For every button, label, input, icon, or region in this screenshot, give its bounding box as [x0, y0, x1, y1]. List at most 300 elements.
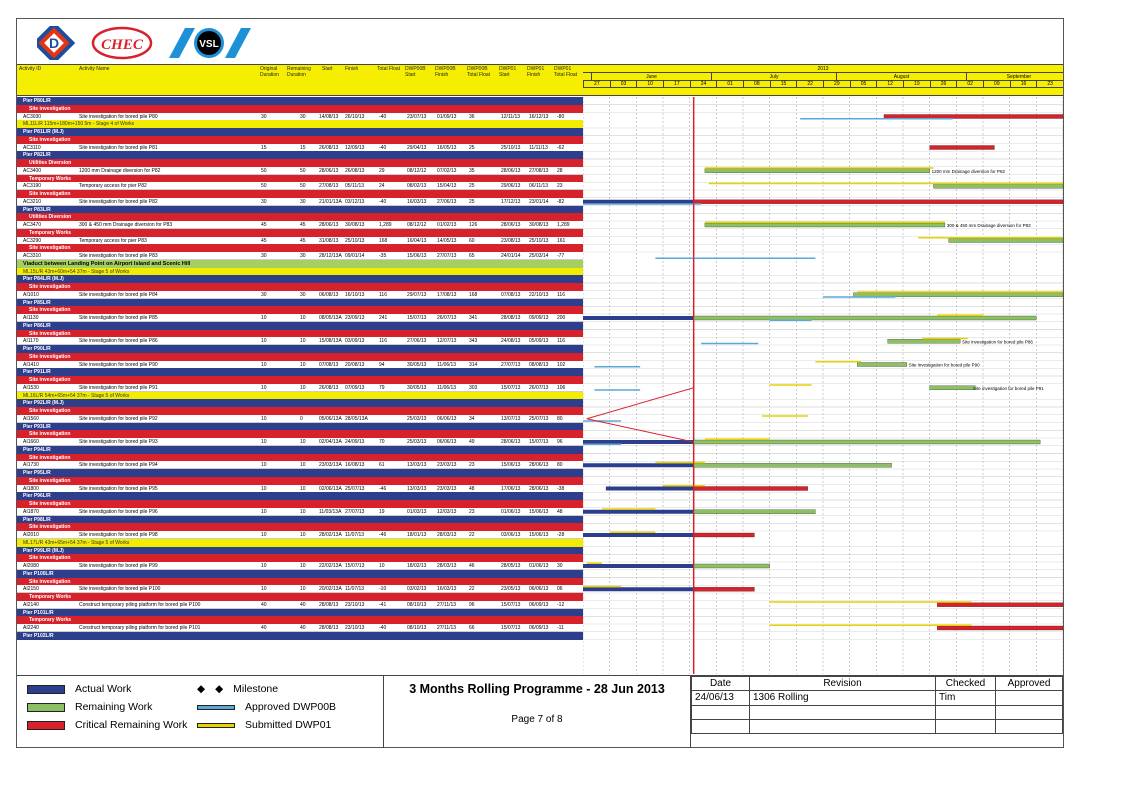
logo-bar	[37, 23, 251, 63]
cell-bs: 29/07/13	[407, 291, 427, 298]
remaining-bar	[705, 223, 945, 227]
cell-od: 10	[261, 338, 267, 345]
cell-rd: 50	[300, 183, 306, 190]
cell-dtf: 48	[557, 508, 563, 515]
cell-od: 40	[261, 601, 267, 608]
cell-n: Temporary access for pier P83	[79, 237, 147, 244]
cell-rd: 15	[300, 144, 306, 151]
cell-bs: 16/03/13	[407, 198, 427, 205]
col-activity-name: Activity Name	[79, 66, 110, 72]
group-label: Site investigation	[29, 284, 71, 290]
cell-dtf: -12	[557, 601, 565, 608]
cell-dtf: 1,289	[557, 222, 570, 228]
cell-ds: 15/07/13	[501, 384, 521, 391]
group-label: Site investigation	[29, 353, 71, 360]
group-label: ML17L/R 43m+65m+54 37m - Stage 5 of Works	[23, 539, 130, 546]
cell-df: 08/08/13	[529, 361, 549, 368]
cell-bf: 14/05/13	[437, 237, 457, 244]
svg-text:VSL: VSL	[199, 39, 219, 50]
group-label: Pier P94L/R	[23, 446, 51, 453]
dwp01-bar	[770, 384, 812, 386]
cell-f: 07/09/13	[345, 384, 365, 391]
cell-f: 26/08/13	[345, 167, 365, 174]
cell-btf: 48	[469, 485, 475, 492]
cell-btf: 126	[469, 222, 478, 228]
cell-bs: 27/06/13	[407, 338, 427, 345]
cell-od: 50	[261, 183, 267, 190]
cell-n: Site investigation for bored pile P100	[79, 586, 161, 593]
cell-ds: 13/07/13	[501, 415, 521, 422]
d-logo	[37, 26, 77, 60]
legend-actual: Actual Work	[27, 683, 131, 695]
actual-bar	[583, 564, 694, 568]
actual-bar	[583, 200, 694, 204]
timeline-month: June	[591, 73, 711, 81]
cell-ds: 28/06/13	[501, 222, 521, 228]
timeline-week: 16	[1010, 81, 1037, 88]
cell-s: 06/08/13	[319, 291, 339, 298]
cell-bf: 07/02/13	[437, 167, 457, 174]
dwp00b-bar	[770, 320, 812, 322]
cell-rd: 40	[300, 601, 306, 608]
chec-logo	[91, 26, 153, 60]
cell-f: 16/10/13	[345, 291, 365, 298]
timeline-week: 02	[956, 81, 983, 88]
cell-tf: 19	[379, 508, 385, 515]
milestone-icon: ◆	[215, 683, 224, 695]
progress-line	[587, 117, 694, 629]
group-label: Viaduct between Landing Point on Airport Island and Scenic Hill	[23, 260, 191, 267]
timeline-week: 23	[1036, 81, 1063, 88]
cell-df: 23/01/14	[529, 198, 549, 205]
vsl-logo	[167, 26, 251, 60]
cell-btf: 343	[469, 338, 478, 345]
cell-bf: 23/03/13	[437, 485, 457, 492]
group-label: ML15L/R 43m+60m+54 37m - Stage 5 of Works	[23, 268, 130, 275]
cell-btf: 35	[469, 167, 475, 174]
col-activity-id: Activity ID	[19, 66, 42, 72]
cell-od: 10	[261, 532, 267, 538]
cell-bf: 06/06/13	[437, 439, 457, 445]
cell-dtf: -28	[557, 532, 565, 538]
group-label: Pier P91L/R	[23, 369, 51, 376]
group-label: Site investigation	[29, 477, 71, 484]
group-label: Site investigation	[29, 501, 71, 507]
dwp00b-bar	[800, 118, 952, 120]
dwp01-bar	[922, 338, 968, 340]
cell-ds: 28/06/13	[501, 439, 521, 445]
dwp01-bar	[770, 625, 972, 627]
group-label: Pier P82L/R	[23, 152, 51, 159]
remaining-bar	[705, 169, 930, 173]
cell-rd: 10	[300, 384, 306, 391]
cell-id: AI2150	[23, 586, 39, 593]
remaining-bar	[694, 533, 755, 537]
cell-n: Site investigation for bored pile P82	[79, 198, 158, 205]
dwp01-bar	[610, 532, 656, 534]
cell-bf: 28/03/13	[437, 563, 457, 569]
group-label: Pier P99L/R (M.J)	[23, 547, 64, 554]
cell-f: 11/07/13	[345, 586, 365, 593]
dwp01-bar	[857, 291, 1063, 293]
cell-n: Construct temporary piling platform for bored pile P100	[79, 601, 201, 608]
cell-df: 25/03/14	[529, 253, 549, 259]
cell-btf: 66	[469, 625, 475, 631]
cell-rd: 10	[300, 563, 306, 569]
cell-od: 45	[261, 222, 267, 228]
cell-f: 24/09/13	[345, 439, 365, 445]
group-label: Site investigation	[29, 408, 71, 414]
remaining-bar	[694, 564, 770, 568]
legend-dwp01: Submitted DWP01	[197, 719, 331, 731]
cell-id: AI1130	[23, 315, 39, 321]
cell-id: AI1660	[23, 439, 39, 445]
cell-n: Site investigation for bored pile P94	[79, 462, 158, 469]
cell-df: 16/12/13	[529, 113, 549, 120]
cell-id: AI1730	[23, 462, 39, 469]
svg-text:CHEC: CHEC	[101, 37, 143, 53]
group-label: Pier P101L/R	[23, 609, 54, 616]
actual-bar	[583, 533, 694, 537]
cell-df: 25/07/13	[529, 415, 549, 422]
col-dwp00b-finish: DWP00B Finish	[435, 66, 456, 78]
cell-s: 31/08/13	[319, 237, 339, 244]
timeline-week: 08	[743, 81, 770, 88]
timeline-week: 26	[930, 81, 957, 88]
cell-id: AC3210	[23, 198, 42, 205]
timeline-week: 24	[690, 81, 717, 88]
timeline-month: September	[966, 73, 1071, 81]
timeline-week: 09	[983, 81, 1010, 88]
cell-bs: 15/07/13	[407, 315, 427, 321]
cell-od: 10	[261, 586, 267, 593]
cell-tf: 116	[379, 291, 387, 298]
cell-btf: 60	[469, 237, 475, 244]
bar-label: Site investigation for bored pile P91	[973, 385, 1044, 391]
legend-remaining: Remaining Work	[27, 701, 152, 713]
cell-n: Site investigation for bored pile P93	[79, 439, 158, 445]
legend-milestone: ◆ ◆ Milestone	[197, 683, 279, 695]
remaining-bar	[694, 200, 1063, 204]
group-label: Temporary Works	[29, 617, 72, 624]
dwp00b-swatch	[197, 705, 235, 710]
cell-n: 1200 mm Drainage diversion for P82	[79, 167, 161, 174]
actual-bar	[583, 440, 694, 444]
cell-btf: 341	[469, 315, 478, 321]
cell-n: Site investigation for bored pile P80	[79, 113, 158, 120]
cell-df: 09/09/13	[529, 315, 549, 321]
cell-ds: 01/06/13	[501, 508, 521, 515]
cell-n: 300 & 450 mm Drainage diversion for P83	[79, 222, 173, 228]
cell-dtf: -82	[557, 198, 565, 205]
cell-rd: 30	[300, 253, 306, 259]
cell-bf: 16/03/13	[437, 586, 457, 593]
cell-od: 10	[261, 563, 267, 569]
cell-btf: 65	[469, 253, 475, 259]
cell-s: 02/04/13A	[319, 439, 342, 445]
cell-df: 06/11/13	[529, 183, 549, 190]
group-label: Pier P92L/R (M.J)	[23, 400, 64, 407]
cell-bf: 12/07/13	[437, 338, 457, 345]
cell-bs: 30/05/13	[407, 361, 427, 368]
col-dwp01-float: DWP01 Total Float	[554, 66, 578, 78]
cell-id: AI1870	[23, 508, 39, 515]
cell-df: 28/06/13	[529, 485, 549, 492]
cell-bf: 27/11/13	[437, 625, 457, 631]
bar-label: 300 & 450 mm Drainage diversion for P83	[946, 223, 1031, 228]
cell-df: 28/06/13	[529, 462, 549, 469]
cell-btf: 22	[469, 532, 475, 538]
remaining-swatch	[27, 703, 65, 712]
activity-table	[17, 97, 583, 674]
cell-n: Site investigation for bored pile P84	[79, 291, 158, 298]
cell-rd: 10	[300, 508, 306, 515]
timeline-header	[583, 65, 1063, 96]
cell-bs: 16/04/13	[407, 237, 427, 244]
dwp01-bar	[583, 586, 621, 588]
cell-btf: 34	[469, 415, 475, 422]
remaining-bar	[884, 115, 1063, 119]
cell-btf: 25	[469, 198, 475, 205]
cell-ds: 17/12/13	[501, 198, 521, 205]
cell-df: 30/08/13	[529, 222, 549, 228]
group-label: Temporary Works	[29, 229, 72, 236]
cell-dtf: 06	[557, 586, 563, 593]
group-label: Pier P86L/R	[23, 322, 51, 329]
group-label: Site investigation	[29, 105, 71, 112]
timeline-month-row	[583, 73, 1063, 81]
cell-df: 06/06/13	[529, 586, 549, 593]
cell-btf: 46	[469, 563, 475, 569]
cell-bf: 16/05/13	[437, 144, 457, 151]
cell-df: 11/11/13	[529, 144, 548, 151]
cell-od: 10	[261, 485, 267, 492]
cell-dtf: 161	[557, 237, 566, 244]
cell-s: 02/06/13A	[319, 485, 342, 492]
cell-bs: 18/01/13	[407, 532, 427, 538]
cell-f: 28/05/13A	[345, 415, 368, 422]
cell-dtf: -11	[557, 625, 564, 631]
cell-n: Site investigation for bored pile P83	[79, 253, 158, 259]
svg-text:D: D	[48, 35, 60, 51]
dwp01-bar	[587, 563, 602, 565]
cell-bf: 27/07/13	[437, 253, 457, 259]
cell-od: 40	[261, 625, 267, 631]
cell-tf: 29	[379, 167, 385, 174]
cell-f: 05/11/13	[345, 183, 365, 190]
cell-bf: 11/06/13	[437, 384, 457, 391]
cell-ds: 03/06/13	[501, 532, 521, 538]
cell-bf: 17/08/13	[437, 291, 457, 298]
cell-id: AC3400	[23, 167, 42, 174]
cell-id: AI1170	[23, 338, 39, 345]
actual-bar	[583, 587, 694, 591]
timeline-week: 19	[903, 81, 930, 88]
cell-s: 28/02/13A	[319, 532, 342, 538]
cell-ds: 24/08/13	[501, 338, 521, 345]
cell-s: 21/01/13A	[319, 198, 342, 205]
cell-bf: 23/03/13	[437, 462, 457, 469]
cell-dtf: 80	[557, 415, 563, 422]
cell-bs: 15/06/13	[407, 253, 427, 259]
cell-rd: 10	[300, 315, 306, 321]
cell-id: AI2010	[23, 532, 39, 538]
cell-s: 28/08/13	[319, 601, 339, 608]
cell-id: AI2080	[23, 563, 39, 569]
cell-dtf: 23	[557, 183, 563, 190]
remaining-bar	[930, 386, 976, 390]
group-label: Utilities Diversion	[29, 160, 72, 166]
group-label: Pier P90L/R	[23, 346, 51, 352]
cell-rd: 50	[300, 167, 306, 174]
dwp01-bar	[705, 222, 945, 224]
cell-n: Site investigation for bored pile P91	[79, 384, 158, 391]
cell-tf: 116	[379, 338, 387, 345]
cell-od: 10	[261, 462, 267, 469]
cell-bs: 29/04/13	[407, 144, 427, 151]
cell-rd: 10	[300, 361, 306, 368]
cell-rd: 45	[300, 222, 306, 228]
cell-bs: 03/02/13	[407, 586, 427, 593]
cell-btf: 96	[469, 601, 475, 608]
dwp01-bar	[815, 361, 861, 363]
cell-s: 28/06/13	[319, 222, 339, 228]
milestone-icon: ◆	[197, 683, 206, 695]
cell-ds: 23/08/13	[501, 237, 521, 244]
cell-id: AC3470	[23, 222, 42, 228]
cell-ds: 25/10/13	[501, 144, 521, 151]
dwp01-bar	[663, 485, 705, 487]
cell-rd: 10	[300, 439, 306, 445]
timeline-week: 17	[663, 81, 690, 88]
cell-ds: 07/08/13	[501, 291, 521, 298]
cell-tf: -35	[379, 253, 387, 259]
cell-tf: -10	[379, 586, 387, 593]
remaining-bar	[694, 316, 1037, 320]
timeline-week: 22	[796, 81, 823, 88]
legend-block	[17, 675, 1063, 747]
cell-n: Construct temporary piling platform for bored pile P101	[79, 625, 201, 631]
cell-ds: 28/05/13	[501, 563, 521, 569]
cell-n: Site investigation for bored pile P81	[79, 144, 158, 151]
remaining-bar	[933, 184, 1063, 188]
group-label: Temporary Works	[29, 175, 72, 182]
cell-bs: 25/03/13	[407, 415, 427, 422]
actual-bar	[583, 316, 694, 320]
cell-rd: 45	[300, 237, 306, 244]
cell-s: 28/12/13A	[319, 253, 342, 259]
cell-s: 22/02/13A	[319, 563, 342, 569]
group-label: Site investigation	[29, 377, 71, 383]
cell-df: 15/06/13	[529, 508, 549, 515]
cell-bf: 01/09/13	[437, 113, 457, 120]
dwp01-bar	[602, 508, 655, 510]
cell-id: AI1560	[23, 415, 39, 422]
group-label: Site investigation	[29, 307, 71, 314]
cell-bf: 06/06/13	[437, 415, 457, 422]
cell-tf: 79	[379, 384, 385, 391]
cell-id: AI1800	[23, 485, 39, 492]
cell-bs: 08/02/13	[407, 183, 427, 190]
revision-row	[692, 705, 1063, 719]
revision-header-row: Date Revision Checked Approved	[692, 677, 1063, 691]
cell-bf: 26/07/13	[437, 315, 457, 321]
cell-df: 01/06/13	[529, 563, 549, 569]
cell-f: 27/07/13	[345, 508, 365, 515]
cell-od: 10	[261, 315, 267, 321]
group-label: Utilities Diversion	[29, 214, 72, 221]
cell-s: 14/08/13	[319, 113, 339, 120]
cell-n: Site investigation for bored pile P98	[79, 532, 158, 538]
remaining-bar	[694, 510, 816, 514]
dwp01-bar	[705, 167, 934, 169]
remaining-bar	[930, 146, 995, 150]
cell-btf: 23	[469, 462, 475, 469]
cell-f: 25/10/13	[345, 237, 365, 244]
cell-ds: 28/06/13	[501, 167, 521, 174]
remaining-bar	[937, 603, 1063, 607]
cell-od: 30	[261, 113, 267, 120]
group-label: Pier P100L/R	[23, 570, 54, 577]
cell-dtf: 200	[557, 315, 566, 321]
cell-s: 11/03/13A	[319, 508, 342, 515]
dwp01-bar	[918, 237, 1063, 239]
cell-s: 28/06/13	[319, 167, 339, 174]
cell-s: 20/02/13A	[319, 586, 342, 593]
cell-bs: 18/02/13	[407, 563, 427, 569]
group-label: ML16L/R 54m+65m+54 37m - Stage 5 of Works	[23, 392, 130, 399]
cell-s: 28/08/13	[319, 625, 339, 631]
col-dwp00b-start: DWP00B Start	[405, 66, 426, 78]
cell-n: Site investigation for bored pile P90	[79, 361, 158, 368]
timeline-week: 01	[716, 81, 743, 88]
cell-rd: 0	[300, 415, 303, 422]
cell-btf: 22	[469, 586, 475, 593]
cell-f: 11/07/13	[345, 532, 365, 538]
cell-tf: -46	[379, 532, 387, 538]
cell-id: AC3190	[23, 183, 42, 190]
revision-row: 24/06/13 1306 Rolling Tim	[692, 691, 1063, 705]
gantt-chart	[583, 97, 1063, 674]
cell-rd: 30	[300, 113, 306, 120]
cell-bs: 08/10/13	[407, 625, 427, 631]
cell-df: 15/07/13	[529, 439, 549, 445]
cell-s: 27/08/13	[319, 183, 339, 190]
group-label: Site investigation	[29, 524, 71, 531]
timeline-month: July	[711, 73, 836, 81]
cell-bs: 01/03/13	[407, 508, 427, 515]
group-label: Pier P83L/R	[23, 206, 51, 213]
cell-bs: 08/12/12	[407, 222, 427, 228]
timeline-week: 29	[823, 81, 850, 88]
cell-s: 08/05/13A	[319, 315, 342, 321]
cell-id: AI1410	[23, 361, 39, 368]
cell-n: Site investigation for bored pile P95	[79, 485, 158, 492]
cell-rd: 10	[300, 485, 306, 492]
cell-bs: 25/03/13	[407, 439, 427, 445]
cell-f: 23/10/13	[345, 625, 365, 631]
remaining-bar	[694, 463, 892, 467]
timeline-week: 27	[583, 81, 610, 88]
group-header	[17, 632, 583, 640]
dwp01-bar	[762, 415, 808, 417]
cell-tf: -40	[379, 198, 387, 205]
col-finish: Finish	[345, 66, 359, 72]
cell-bs: 30/05/13	[407, 384, 427, 391]
cell-dtf: 116	[557, 338, 565, 345]
timeline-year-row	[583, 65, 1063, 73]
cell-dtf: 96	[557, 439, 563, 445]
